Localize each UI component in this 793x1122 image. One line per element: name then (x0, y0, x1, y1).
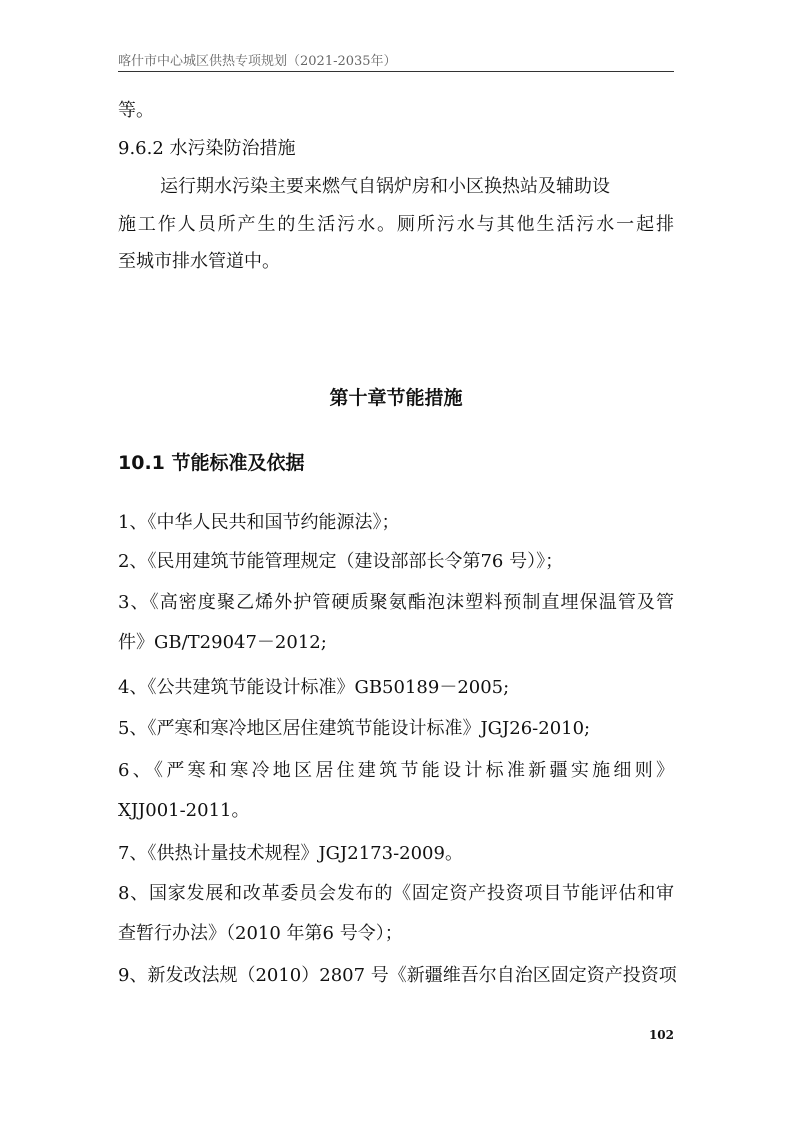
chapter-title: 第十章节能措施 (329, 387, 463, 409)
list-item: 2、《民用建筑节能管理规定（建设部部长令第76 号）》； (118, 551, 564, 572)
list-item: 4、《公共建筑节能设计标准》GB50189－2005; (118, 677, 510, 698)
list-item: 9、新发改法规（2010）2807 号《新疆维吾尔自治区固定资产投资项 (118, 965, 677, 986)
list-item: 3、《高密度聚乙烯外护管硬质聚氨酯泡沫塑料预制直埋保温管及管 (118, 592, 674, 613)
paragraph-line: 运行期水污染主要来燃气自锅炉房和小区换热站及辅助设 (160, 176, 610, 197)
list-item: 6、《严寒和寒冷地区居住建筑节能设计标准新疆实施细则》 (118, 760, 674, 781)
list-item-continuation: XJJ001-2011。 (118, 800, 250, 821)
subsection-heading: 9.6.2 水污染防治措施 (118, 138, 296, 159)
list-item-continuation: 查暂行办法》（2010 年第6 号令）； (118, 923, 403, 944)
running-header: 喀什市中心城区供热专项规划（2021-2035年） (118, 54, 397, 69)
list-item: 5、《严寒和寒冷地区居住建筑节能设计标准》JGJ26-2010; (118, 718, 591, 739)
header-rule (118, 71, 674, 72)
list-item: 8、国家发展和改革委员会发布的《固定资产投资项目节能评估和审 (118, 883, 674, 904)
page-number: 102 (648, 1028, 674, 1042)
list-item-continuation: 件》GB/T29047－2012; (118, 632, 327, 653)
paragraph-line: 等。 (118, 100, 154, 121)
paragraph-line: 施工作人员所产生的生活污水。厕所污水与其他生活污水一起排 (118, 214, 674, 235)
paragraph-line: 至城市排水管道中。 (118, 251, 280, 272)
section-title: 10.1 节能标准及依据 (118, 452, 305, 474)
list-item: 7、《供热计量技术规程》JGJ2173-2009。 (118, 843, 463, 864)
list-item: 1、《中华人民共和国节约能源法》； (118, 512, 400, 533)
